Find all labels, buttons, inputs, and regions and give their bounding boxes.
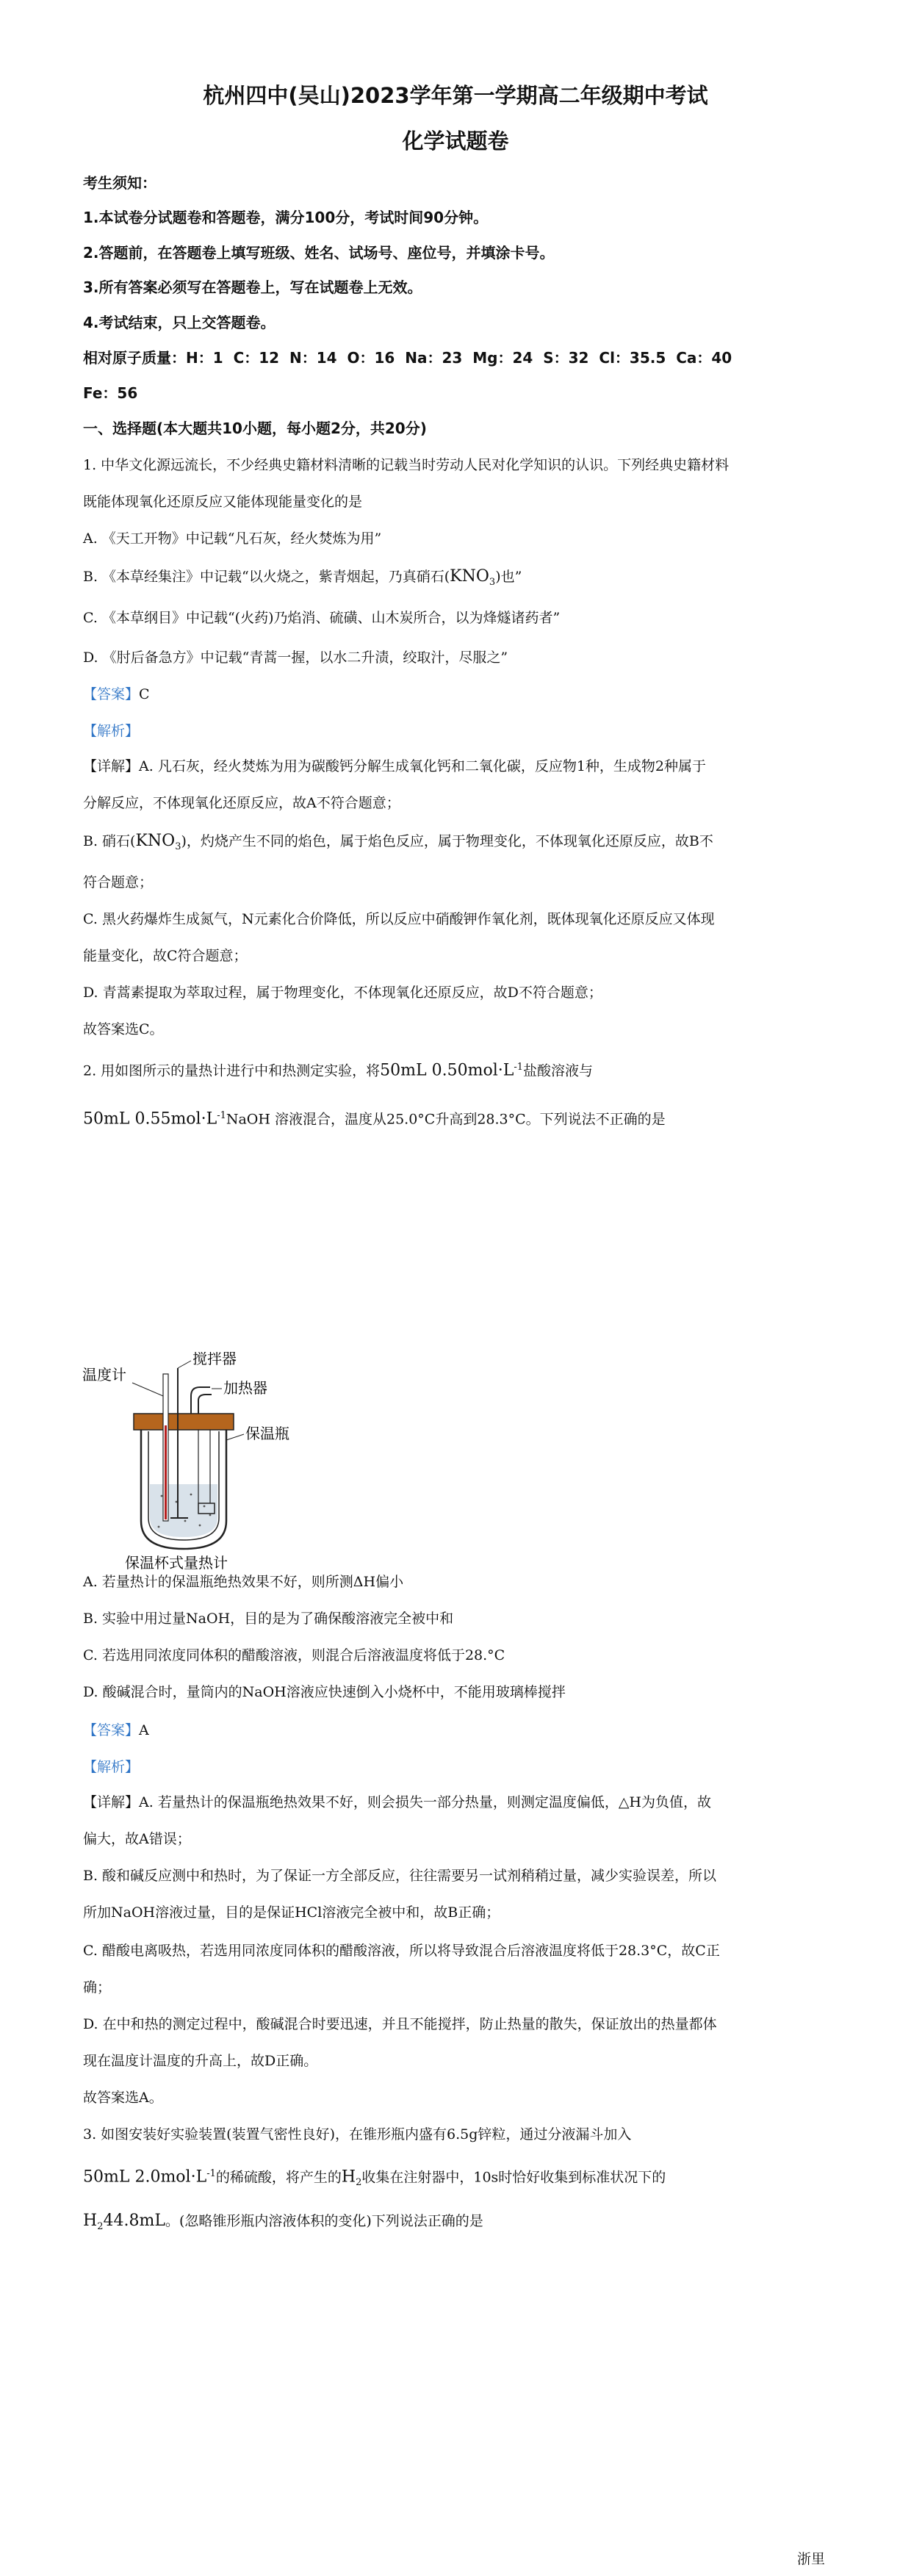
exam-subtitle: 化学试题卷: [402, 129, 509, 154]
exam-title: 杭州四中(吴山)2023学年第一学期高二年级期中考试: [203, 83, 708, 108]
q2-detail-b: B. 酸和碱反应测中和热时，为了保证一方全部反应，往往需要另一试剂稍稍过量，减少实验误差，所以: [83, 1868, 717, 1884]
q2-stem-line2: 50mL $0.55mol\cdot L^{-1}NaOH$ 溶液混合，温度从25.0°C升高到28.3°C。下列说法不正确的是: [83, 1109, 666, 1129]
notice-item-2: 2.答题前，在答题卷上填写班级、姓名、试场号、座位号，并填涂卡号。: [83, 244, 555, 262]
figure-caption: 保温杯式量热计: [125, 1554, 228, 1572]
q2-conclusion: 故答案选A。: [83, 2090, 163, 2106]
calorimeter-figure: [81, 1352, 323, 1572]
q2-option-d: D. 酸碱混合时，量筒内的NaOH溶液应快速倒入小烧杯中，不能用玻璃棒搅拌: [83, 1684, 566, 1700]
q3-stem-line2: 50mL $2.0mol\cdot L^{-1}$的稀硫酸，将产生的$H_2$收集在注射器中，10s时恰好收集到标准状况下的: [83, 2167, 666, 2189]
atomic-masses-cont: Fe：56: [83, 384, 138, 402]
q2-option-a: A. 若量热计的保温瓶绝热效果不好，则所测ΔH偏小: [83, 1574, 404, 1590]
notice-item-1: 1.本试卷分试题卷和答题卷，满分100分，考试时间90分钟。: [83, 209, 489, 226]
q2-option-b: B. 实验中用过量NaOH，目的是为了确保酸溶液完全被中和: [83, 1611, 454, 1627]
label-thermometer: 温度计: [82, 1366, 126, 1384]
atomic-masses: 相对原子质量：H：1 C：12 N：14 O：16 Na：23 Mg：24 S：32 Cl：35.5 Ca：40: [83, 349, 732, 367]
label-stirrer: 搅拌器: [192, 1352, 237, 1367]
q1-detail-a-cont: 分解反应，不体现氧化还原反应，故A不符合题意；: [83, 795, 400, 811]
q2-option-c: C. 若选用同浓度同体积的醋酸溶液，则混合后溶液温度将低于28.°C: [83, 1647, 505, 1663]
notice-item-4: 4.考试结束，只上交答题卷。: [83, 314, 276, 331]
q1-option-b: B. 《本草经集注》中记载“以火烧之，紫青烟起，乃真硝石$(KNO_3)$也”: [83, 567, 522, 588]
q1-analysis-tag: 【解析】: [83, 723, 140, 739]
q1-option-d: D. 《肘后备急方》中记载“青蒿一握，以水二升渍，绞取汁，尽服之”: [83, 650, 508, 666]
q2-stem-line1: 2. 用如图所示的量热计进行中和热测定实验，将50mL $0.50mol\cdot L^{-1}$盐酸溶液与: [83, 1061, 594, 1080]
notice-heading: 考生须知：: [83, 174, 156, 192]
q1-detail-c: C. 黑火药爆炸生成氮气，N元素化合价降低，所以反应中硝酸钾作氧化剂，既体现氧化还原反应又体现: [83, 911, 715, 927]
q2-detail-d: D. 在中和热的测定过程中，酸碱混合时要迅速，并且不能搅拌，防止热量的散失，保证放出的热量都体: [83, 2016, 717, 2032]
q1-stem-line2: 既能体现氧化还原反应又能体现能量变化的是: [83, 494, 363, 510]
q2-detail-c: C. 醋酸电离吸热，若选用同浓度同体积的醋酸溶液，所以将导致混合后溶液温度将低于28.3°C，故C正: [83, 1943, 720, 1959]
label-heater: 加热器: [223, 1379, 267, 1397]
q1-detail-c-cont: 能量变化，故C符合题意；: [83, 948, 248, 964]
q1-conclusion: 故答案选C。: [83, 1021, 164, 1037]
section-heading: 一、选择题(本大题共10小题，每小题2分，共20分): [83, 420, 427, 437]
label-flask: 保温瓶: [245, 1425, 289, 1442]
q1-detail-b-cont: 符合题意；: [83, 874, 154, 891]
q2-answer: 【答案】A: [83, 1722, 149, 1738]
q1-option-c: C. 《本草纲目》中记载“(火药)乃焰消、硫磺、山木炭所合，以为烽燧诸药者”: [83, 610, 561, 626]
q2-detail-a-cont: 偏大，故A错误；: [83, 1831, 191, 1847]
q3-stem-line1: 3. 如图安装好实验装置(装置气密性良好)，在锥形瓶内盛有6.5g锌粒，通过分液漏斗加入: [83, 2126, 632, 2143]
calorimeter-drawing: [81, 1352, 323, 1572]
q2-detail-d-cont: 现在温度计温度的升高上，故D正确。: [83, 2053, 318, 2069]
q1-answer: 【答案】C: [83, 686, 150, 702]
q1-detail-b: B. 硝石$(KNO_3)$，灼烧产生不同的焰色，属于焰色反应，属于物理变化，不体现氧化还原反应，故B不: [83, 832, 713, 852]
footer-mark: 浙里: [797, 2551, 826, 2567]
q2-detail-b-cont: 所加NaOH溶液过量，目的是保证HCl溶液完全被中和，故B正确；: [83, 1904, 500, 1921]
q2-detail-c-cont: 确；: [83, 1979, 112, 1996]
q1-detail-a: 【详解】A. 凡石灰，经火焚炼为用为碳酸钙分解生成氧化钙和二氧化碳，反应物1种，生成物2种属于: [83, 758, 706, 774]
q1-detail-d: D. 青蒿素提取为萃取过程，属于物理变化，不体现氧化还原反应，故D不符合题意；: [83, 985, 602, 1001]
q1-option-a: A. 《天工开物》中记载“凡石灰，经火焚炼为用”: [83, 530, 382, 547]
notice-item-3: 3.所有答案必须写在答题卷上，写在试题卷上无效。: [83, 278, 422, 296]
q3-stem-line3: $H_244.8mL$。(忽略锥形瓶内溶液体积的变化)下列说法正确的是: [83, 2212, 483, 2232]
q2-analysis-tag: 【解析】: [83, 1759, 140, 1775]
q1-stem-line1: 1. 中华文化源远流长，不少经典史籍材料清晰的记载当时劳动人民对化学知识的认识。下列经典史籍材料: [83, 457, 730, 473]
q2-detail-a: 【详解】A. 若量热计的保温瓶绝热效果不好，则会损失一部分热量，则测定温度偏低，△H为负值，故: [83, 1794, 711, 1810]
